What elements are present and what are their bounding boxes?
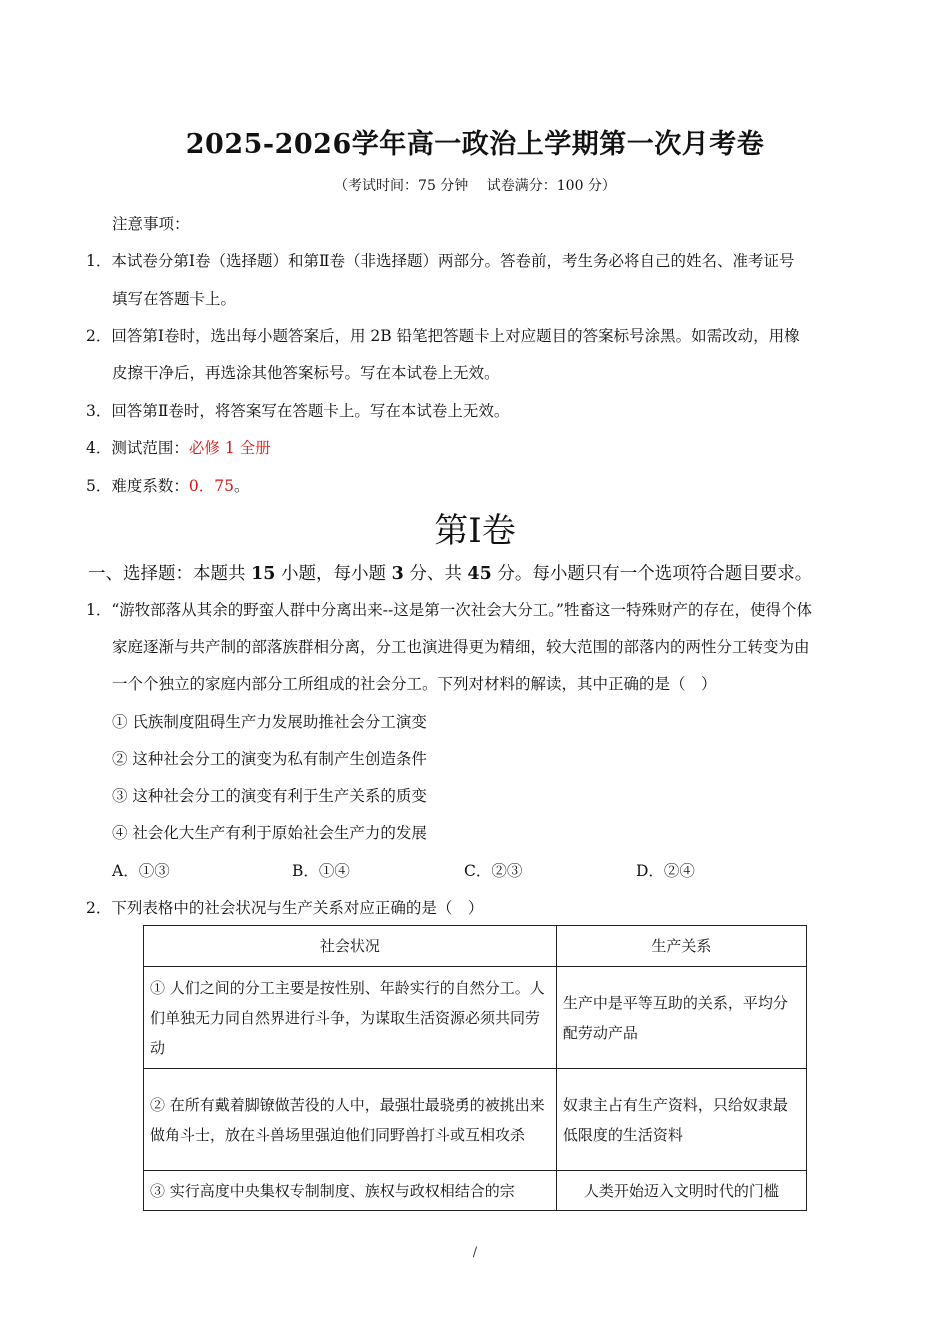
note-num: 4． (86, 439, 112, 457)
status-text: ③ 实行高度中央集权专制制度、族权与政权相结合的宗 (150, 1181, 515, 1200)
note-3 (86, 399, 509, 421)
note-num: 1． (86, 252, 112, 270)
table-row (144, 1069, 807, 1171)
q1-line3: 一个个独立的家庭内部分工所组成的社会分工。下列对材料的解读，其中正确的是（ ） (112, 675, 717, 693)
status-text: ② 在所有戴着脚镣做苦役的人中，最强壮最骁勇的被挑出来做角斗士，放在斗兽场里强迫他们同野兽打斗或互相攻杀 (150, 1095, 545, 1144)
q1-statement-4: ④ 社会化大生产有利于原始社会生产力的发展 (112, 824, 427, 842)
relation-text: 人类开始迈入文明时代的门槛 (583, 1181, 779, 1200)
note-label: 测试范围： (111, 439, 189, 457)
relation-text: 生产中是平等互助的关系，平均分配劳动产品 (562, 993, 788, 1042)
table-cell-status (144, 967, 557, 1069)
table-row (144, 967, 807, 1069)
q2-stem (86, 896, 483, 918)
table-header-row (144, 926, 807, 967)
note-label: 难度系数： (111, 477, 189, 495)
instruction-text: 一、选择题：本题共 (88, 564, 252, 584)
note-num: 3． (86, 402, 112, 420)
table-cell-relation (556, 1069, 806, 1171)
note-1-cont: 填写在答题卡上。 (112, 290, 237, 308)
note-suffix: 。 (233, 477, 250, 495)
q1-statement-3: ③ 这种社会分工的演变有利于生产关系的质变 (112, 787, 427, 805)
points-per-question: 3 (391, 564, 404, 584)
exam-title: 2025-2026学年高一政治上学期第一次月考卷 (185, 129, 765, 160)
note-num: 2． (86, 327, 112, 345)
instruction-text: 小题，每小题 (275, 564, 392, 584)
test-scope-value: 必修 1 全册 (188, 439, 271, 457)
notes-heading: 注意事项： (112, 215, 190, 233)
table-cell-status (144, 1069, 557, 1171)
q1-statement-2: ② 这种社会分工的演变为私有制产生创造条件 (112, 750, 427, 768)
relation-text: 奴隶主占有生产资料，只给奴隶最低限度的生活资料 (562, 1095, 788, 1144)
note-text: 回答第Ⅱ卷时，将答案写在答题卡上。写在本试卷上无效。 (111, 402, 510, 420)
q2-table (143, 925, 807, 1211)
q1-line1 (86, 598, 812, 620)
note-1 (86, 249, 795, 271)
table-header-status: 社会状况 (144, 926, 557, 967)
table-cell-relation (556, 1171, 806, 1211)
note-5 (86, 474, 250, 496)
q1-option-a[interactable]: A．①③ (112, 862, 170, 880)
q1-line2: 家庭逐渐与共产制的部落族群相分离，分工也演进得更为精细，较大范围的部落内的两性分工转变为由 (112, 638, 810, 656)
note-num: 5． (86, 477, 112, 495)
status-text: ① 人们之间的分工主要是按性别、年龄实行的自然分工。人们单独无力同自然界进行斗争，为谋取生活资源必须共同劳动 (150, 978, 545, 1057)
question-num: 2． (86, 899, 112, 917)
note-text: 本试卷分第Ⅰ卷（选择题）和第Ⅱ卷（非选择题）两部分。答卷前，考生务必将自己的姓名、准考证号 (111, 252, 795, 270)
q1-statement-1: ① 氏族制度阻碍生产力发展助推社会分工演变 (112, 713, 427, 731)
section-instruction (88, 560, 812, 585)
instruction-text: 分。每小题只有一个选项符合题目要求。 (491, 564, 813, 584)
page-footer: / (472, 1245, 478, 1260)
note-2 (86, 324, 800, 346)
table-header-relation: 生产关系 (556, 926, 806, 967)
table-cell-relation (556, 967, 806, 1069)
note-text: 回答第Ⅰ卷时，选出每小题答案后，用 2B 铅笔把答题卡上对应题目的答案标号涂黑。如需改动，用橡 (111, 327, 800, 345)
q1-option-d[interactable]: D．②④ (636, 862, 695, 880)
question-text: 下列表格中的社会状况与生产关系对应正确的是（ ） (111, 899, 484, 917)
exam-subtitle: （考试时间：75 分钟 试卷满分：100 分） (334, 178, 616, 194)
total-points: 45 (467, 564, 492, 584)
question-text: “游牧部落从其余的野蛮人群中分离出来--这是第一次社会大分工。”牲畜这一特殊财产的存在，使得个体 (111, 601, 812, 619)
table-row (144, 1171, 807, 1211)
q1-option-c[interactable]: C．②③ (464, 862, 523, 880)
note-2-cont: 皮擦干净后，再选涂其他答案标号。写在本试卷上无效。 (112, 364, 500, 382)
instruction-text: 分、共 (403, 564, 468, 584)
question-num: 1． (86, 601, 112, 619)
note-4 (86, 436, 271, 458)
section-title: 第Ⅰ卷 (434, 511, 516, 551)
q1-option-b[interactable]: B．①④ (292, 862, 350, 880)
question-count: 15 (251, 564, 276, 584)
difficulty-value: 0．75 (188, 477, 234, 495)
table-cell-status (144, 1171, 557, 1211)
